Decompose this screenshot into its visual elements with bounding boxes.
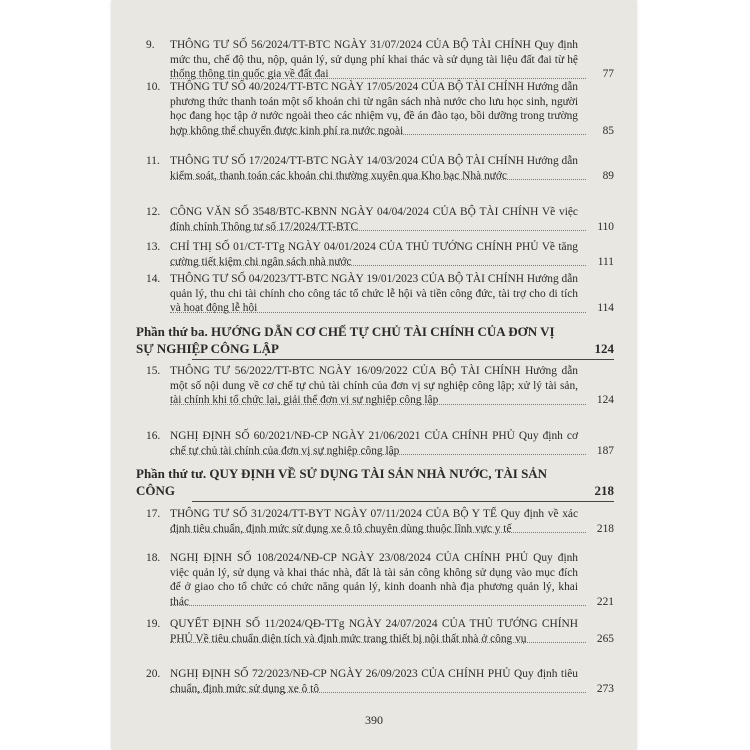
section-heading-part-4[interactable] [136, 465, 614, 499]
toc-entry-18[interactable] [146, 551, 614, 609]
entry-number: 17. [146, 508, 161, 520]
toc-entry-16[interactable] [146, 429, 614, 458]
section-rule [192, 359, 614, 360]
entry-page: 110 [597, 220, 614, 233]
entry-page: 114 [597, 302, 614, 315]
toc-entry-10[interactable] [146, 80, 614, 138]
entry-page: 89 [602, 169, 614, 182]
entry-title: THÔNG TƯ SỐ 04/2023/TT-BTC NGÀY 19/01/2023 CỦA BỘ TÀI CHÍNH Hướng dẫn quản lý, thu chi tài chính cho công tác tổ chức lễ hội và tiền công đức, tài trợ cho di tích và hoạt động lễ hội [170, 273, 578, 315]
section-heading-part-3[interactable] [136, 323, 614, 357]
entry-page: 265 [596, 632, 614, 645]
document-page [112, 0, 636, 750]
entry-title: QUYẾT ĐỊNH SỐ 11/2024/QĐ-TTg NGÀY 24/07/2024 CỦA THỦ TƯỚNG CHÍNH PHỦ Về tiêu chuẩn diện tích và định mức trang thiết bị nội thất nhà ở công vụ [170, 618, 578, 645]
entry-number: 15. [146, 365, 161, 377]
leader-dots [170, 265, 586, 266]
leader-dots [170, 134, 586, 135]
leader-dots [170, 692, 586, 693]
entry-page: 124 [596, 394, 614, 407]
entry-page: 77 [602, 68, 614, 81]
entry-number: 18. [146, 552, 161, 564]
entry-title: CHỈ THỊ SỐ 01/CT-TTg NGÀY 04/01/2024 CỦA THỦ TƯỚNG CHÍNH PHỦ Về tăng cường tiết kiệm chi ngân sách nhà nước [170, 241, 578, 268]
entry-number: 19. [146, 618, 161, 630]
entry-title: NGHỊ ĐỊNH SỐ 108/2024/NĐ-CP NGÀY 23/08/2024 CỦA CHÍNH PHỦ Quy định việc quản lý, sử dụng và khai thác nhà, đất là tài sản công không sử dụng vào mục đích để ở giao cho tổ chức có chức năng quản lý, kinh doanh nhà địa phương quản lý, khai thác [170, 552, 578, 608]
toc-entry-9[interactable] [146, 38, 614, 82]
toc-entry-19[interactable] [146, 617, 614, 646]
leader-dots [170, 230, 586, 231]
entry-title: NGHỊ ĐỊNH SỐ 72/2023/NĐ-CP NGÀY 26/09/2023 CỦA CHÍNH PHỦ Quy định tiêu chuẩn, định mức sử dụng xe ô tô [170, 668, 578, 695]
entry-page: 221 [596, 595, 614, 608]
entry-number: 9. [146, 39, 155, 51]
leader-dots [170, 404, 586, 405]
toc-entry-17[interactable] [146, 507, 614, 536]
entry-number: 10. [146, 81, 161, 93]
entry-page: 111 [597, 255, 614, 268]
leader-dots [170, 179, 586, 180]
leader-dots [170, 532, 586, 533]
toc-entry-11[interactable] [146, 154, 614, 183]
entry-title: CÔNG VĂN SỐ 3548/BTC-KBNN NGÀY 04/04/2024 CỦA BỘ TÀI CHÍNH Về việc đính chính Thông tư số 17/2024/TT-BTC [170, 206, 578, 233]
toc-entry-15[interactable] [146, 364, 614, 408]
entry-title: THÔNG TƯ 56/2022/TT-BTC NGÀY 16/09/2022 CỦA BỘ TÀI CHÍNH Hướng dẫn một số nội dung về cơ chế tự chủ tài chính của đơn vị sự nghiệp công lập; xử lý tài sản, tài chính khi tổ chức lại, giải thể đơn vị sự nghiệp công lập [170, 365, 578, 407]
section-title: Phần thứ ba. HƯỚNG DẪN CƠ CHẾ TỰ CHỦ TÀI CHÍNH CỦA ĐƠN VỊ SỰ NGHIỆP CÔNG LẬP [136, 324, 555, 356]
toc-entry-13[interactable] [146, 240, 614, 269]
leader-dots [170, 312, 586, 313]
entry-title: NGHỊ ĐỊNH SỐ 60/2021/NĐ-CP NGÀY 21/06/2021 CỦA CHÍNH PHỦ Quy định cơ chế tự chủ tài chính của đơn vị sự nghiệp công lập [170, 430, 578, 457]
entry-number: 14. [146, 273, 161, 285]
toc-entry-12[interactable] [146, 205, 614, 234]
entry-number: 11. [146, 155, 160, 167]
leader-dots [170, 642, 586, 643]
entry-title: THÔNG TƯ SỐ 17/2024/TT-BTC NGÀY 14/03/2024 CỦA BỘ TÀI CHÍNH Hướng dẫn kiểm soát, thanh toán các khoản chi thường xuyên qua Kho bạc Nhà nước [170, 155, 578, 182]
entry-number: 13. [146, 241, 161, 253]
entry-page: 218 [596, 522, 614, 535]
entry-page: 273 [596, 682, 614, 695]
toc-entry-14[interactable] [146, 272, 614, 316]
toc-entry-20[interactable] [146, 667, 614, 696]
entry-number: 16. [146, 430, 161, 442]
leader-dots [170, 454, 586, 455]
entry-title: THÔNG TƯ SỐ 40/2024/TT-BTC NGÀY 17/05/2024 CỦA BỘ TÀI CHÍNH Hướng dẫn phương thức thanh toán một số khoản chi từ ngân sách nhà nước cho lưu học sinh, người học đang học tập ở nước ngoài theo các nhiệm vụ, đề án đào tạo, bồi dưỡng trong trường hợp không thể chuyển được kinh phí ra nước ngoài [170, 81, 578, 137]
section-page: 124 [594, 341, 614, 356]
entry-number: 20. [146, 668, 161, 680]
entry-title: THÔNG TƯ SỐ 31/2024/TT-BYT NGÀY 07/11/2024 CỦA BỘ Y TẾ Quy định về xác định tiêu chuẩn, định mức sử dụng xe ô tô chuyên dùng thuộc lĩnh vực y tế [170, 508, 578, 535]
entry-title: THÔNG TƯ SỐ 56/2024/TT-BTC NGÀY 31/07/2024 CỦA BỘ TÀI CHÍNH Quy định mức thu, chế độ thu, nộp, quản lý, sử dụng phí khai thác và sử dụng tài liệu đất đai từ hệ thống thông tin quốc gia về đất đai [170, 39, 578, 81]
leader-dots [170, 605, 586, 606]
entry-number: 12. [146, 206, 161, 218]
page-number: 390 [365, 713, 383, 727]
section-page: 218 [594, 483, 614, 498]
entry-page: 187 [596, 444, 614, 457]
entry-page: 85 [602, 124, 614, 137]
section-title: Phần thứ tư. QUY ĐỊNH VỀ SỬ DỤNG TÀI SẢN NHÀ NƯỚC, TÀI SẢN CÔNG [136, 466, 548, 498]
leader-dots [170, 78, 586, 79]
section-rule [192, 501, 614, 502]
